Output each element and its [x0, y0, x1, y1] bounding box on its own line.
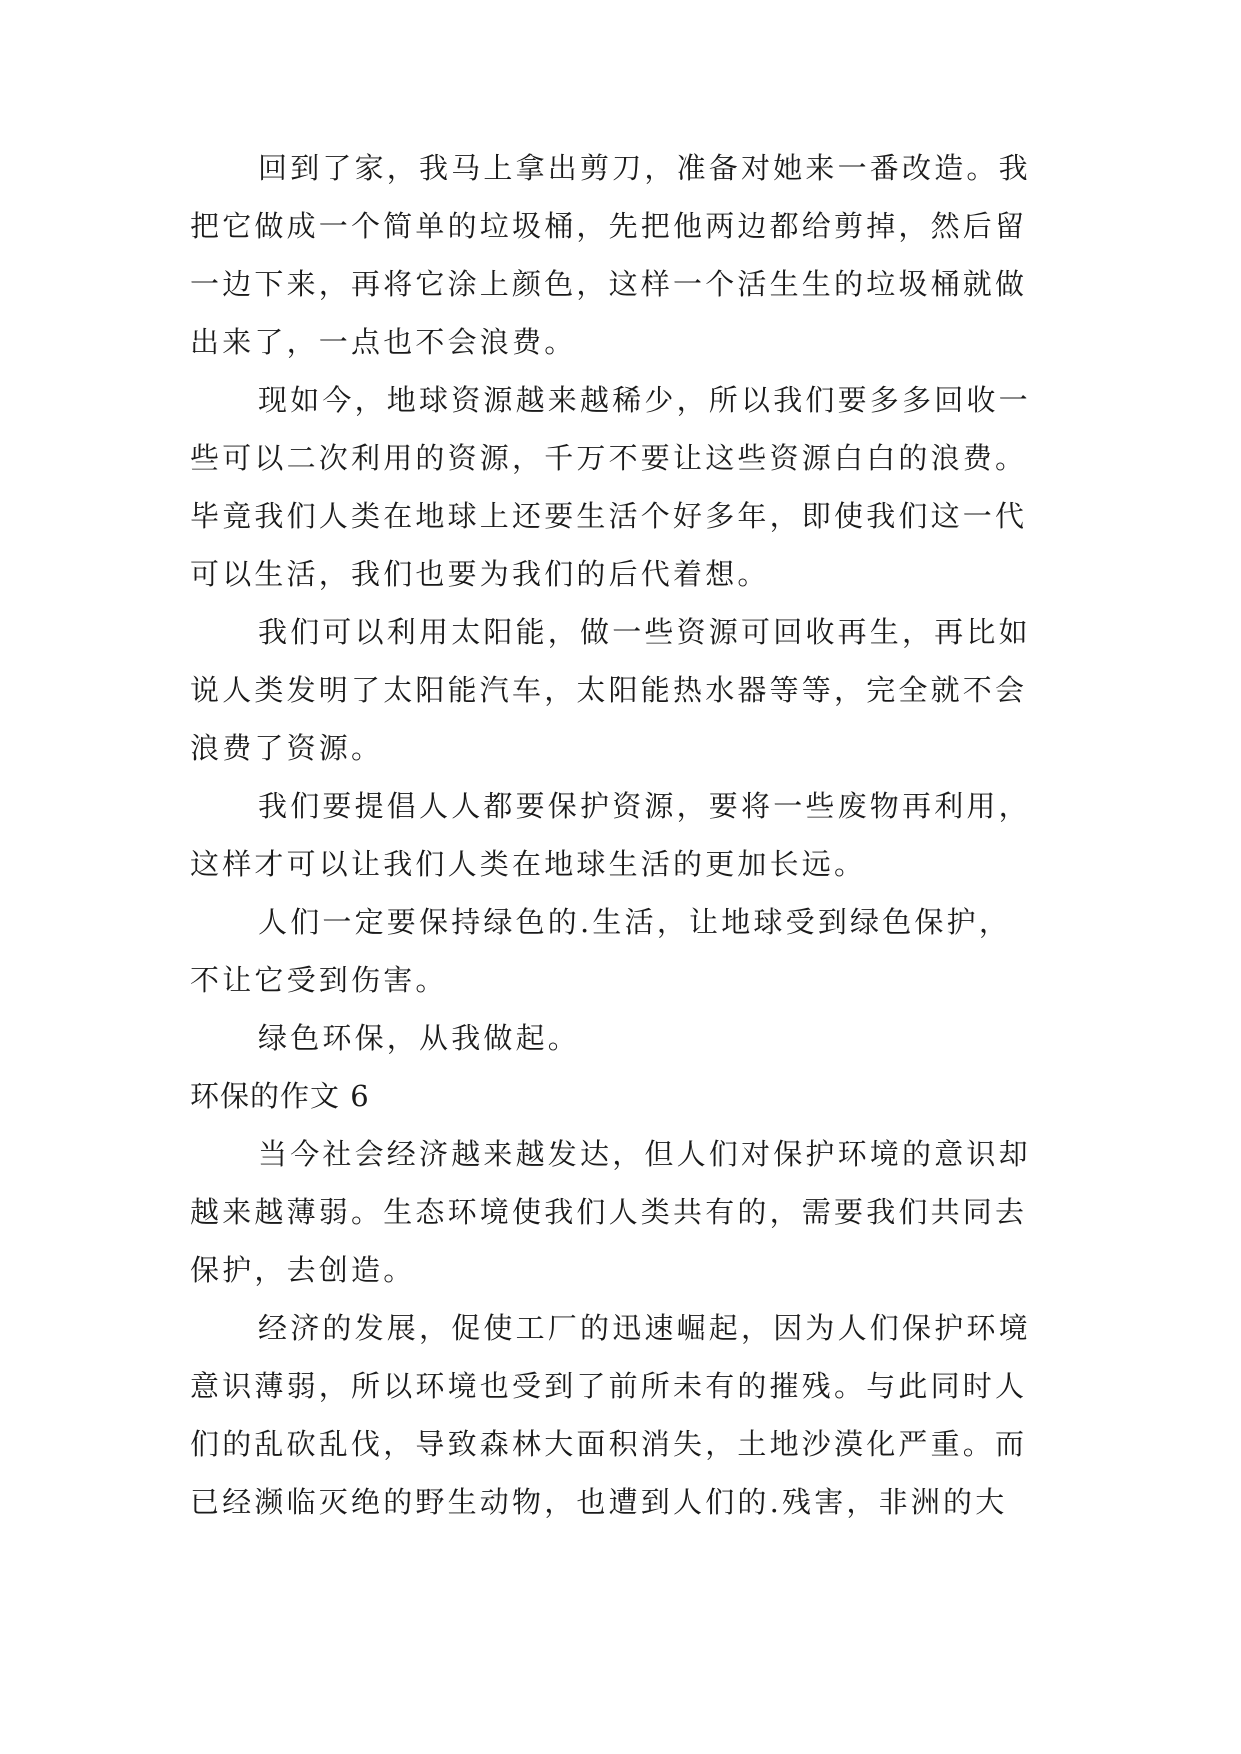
paragraph-line: 意识薄弱，所以环境也受到了前所未有的摧残。与此同时人 [190, 1369, 1028, 1403]
paragraph-line: 些可以二次利用的资源，千万不要让这些资源白白的浪费。 [190, 441, 1028, 475]
paragraph-line: 人们一定要保持绿色的.生活，让地球受到绿色保护， [258, 905, 1012, 939]
paragraph-line: 现如今，地球资源越来越稀少，所以我们要多多回收一 [258, 383, 1031, 417]
paragraph-line: 保护，去创造。 [190, 1253, 416, 1287]
paragraph-line: 一边下来，再将它涂上颜色，这样一个活生生的垃圾桶就做 [190, 267, 1028, 301]
paragraph-line: 把它做成一个简单的垃圾桶，先把他两边都给剪掉，然后留 [190, 209, 1028, 243]
paragraph-line: 我们要提倡人人都要保护资源，要将一些废物再利用， [258, 789, 1031, 823]
paragraph-line: 当今社会经济越来越发达，但人们对保护环境的意识却 [258, 1137, 1031, 1171]
paragraph-line: 回到了家，我马上拿出剪刀，准备对她来一番改造。我 [258, 151, 1031, 185]
paragraph-line: 这样才可以让我们人类在地球生活的更加长远。 [190, 847, 867, 881]
paragraph-line: 说人类发明了太阳能汽车，太阳能热水器等等，完全就不会 [190, 673, 1028, 707]
paragraph-line: 越来越薄弱。生态环境使我们人类共有的，需要我们共同去 [190, 1195, 1028, 1229]
paragraph-line: 出来了，一点也不会浪费。 [190, 325, 577, 359]
paragraph-line: 毕竟我们人类在地球上还要生活个好多年，即使我们这一代 [190, 499, 1028, 533]
section-heading: 环保的作文 6 [190, 1079, 370, 1113]
paragraph-line: 经济的发展，促使工厂的迅速崛起，因为人们保护环境 [258, 1311, 1031, 1345]
paragraph-line: 绿色环保，从我做起。 [258, 1021, 581, 1055]
paragraph-line: 可以生活，我们也要为我们的后代着想。 [190, 557, 770, 591]
paragraph-line: 我们可以利用太阳能，做一些资源可回收再生，再比如 [258, 615, 1031, 649]
paragraph-line: 已经濒临灭绝的野生动物，也遭到人们的.残害，非洲的大 [190, 1485, 1008, 1519]
paragraph-line: 们的乱砍乱伐，导致森林大面积消失，土地沙漠化严重。而 [190, 1427, 1028, 1461]
paragraph-line: 不让它受到伤害。 [190, 963, 448, 997]
paragraph-line: 浪费了资源。 [190, 731, 384, 765]
